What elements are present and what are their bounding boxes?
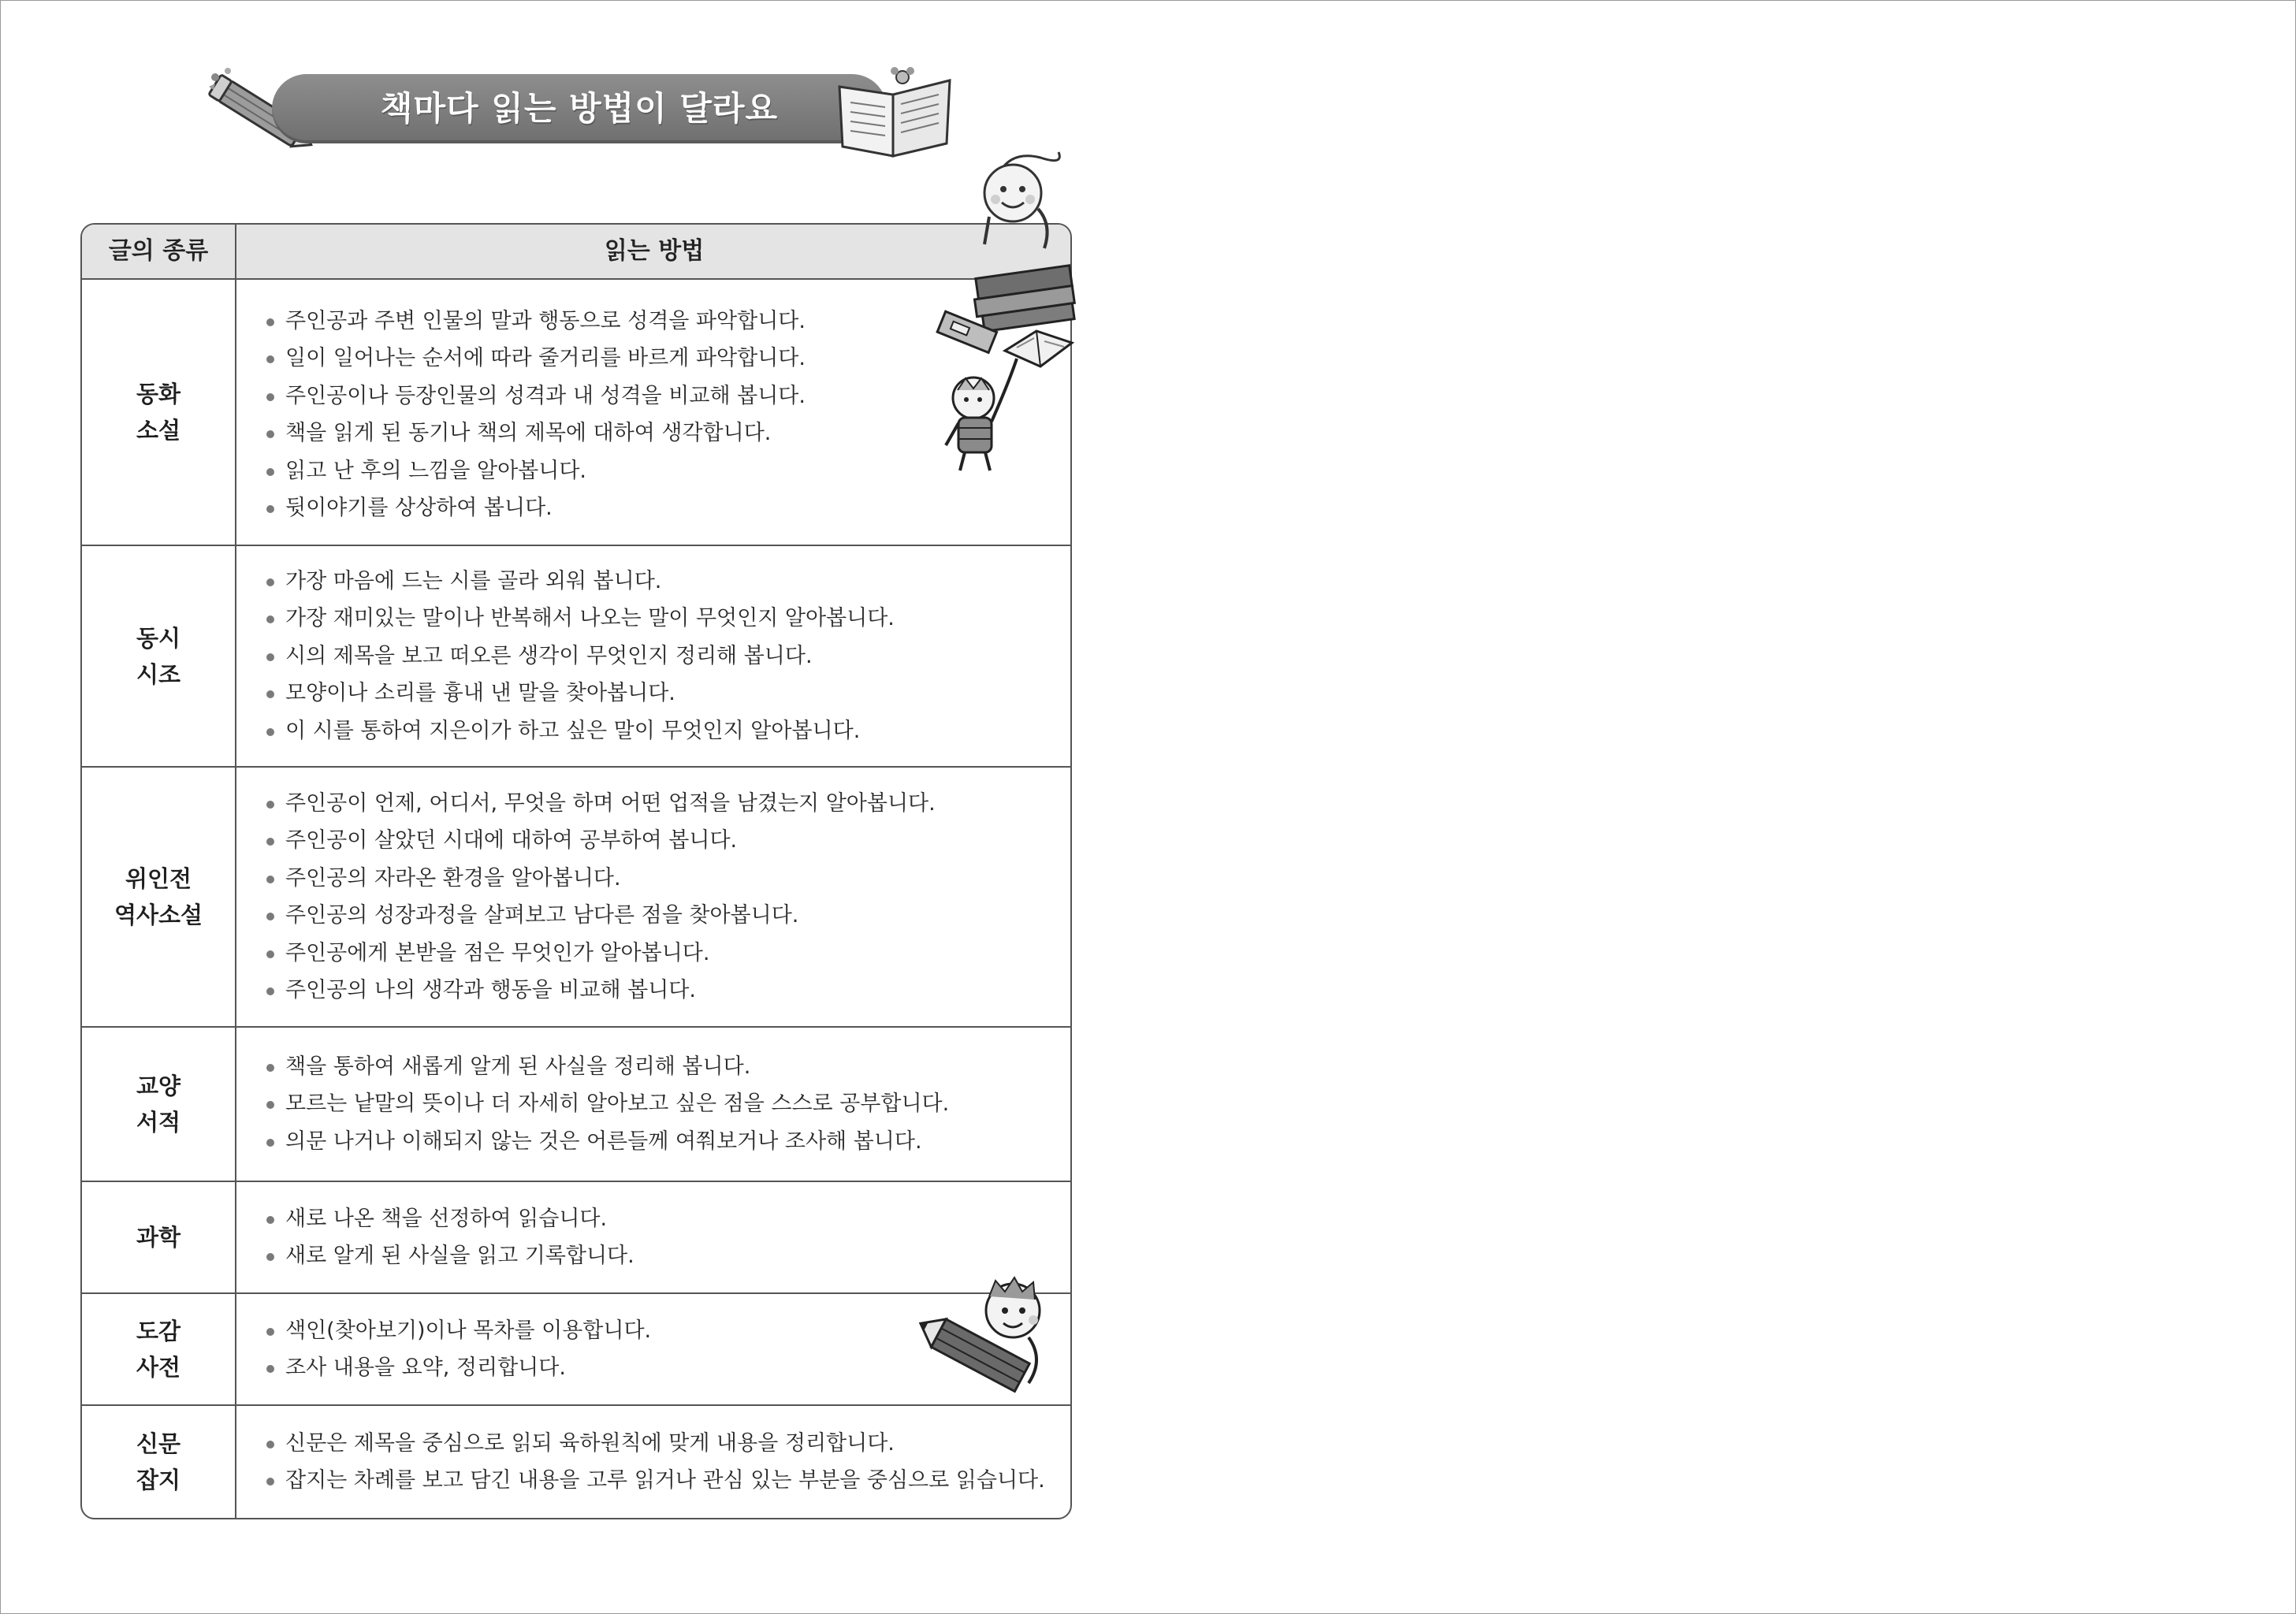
title-banner-group <box>201 63 958 162</box>
method-item: 주인공의 자라온 환경을 알아봅니다. <box>266 860 1070 898</box>
method-item: 주인공에게 본받을 점은 무엇인가 알아봅니다. <box>266 935 1070 972</box>
method-item: 새로 알게 된 사실을 읽고 기록합니다. <box>266 1237 1070 1275</box>
genre-name: 동화 소설 <box>136 381 181 444</box>
genre-name: 위인전 역사소설 <box>113 865 203 928</box>
method-item: 색인(찾아보기)이나 목차를 이용합니다. <box>266 1312 1070 1350</box>
method-item: 일이 일어나는 순서에 따라 줄거리를 바르게 파악합니다. <box>266 340 1070 377</box>
genre-cell <box>82 1406 236 1518</box>
method-item: 모양이나 소리를 흉내 낸 말을 찾아봅니다. <box>266 675 1070 712</box>
genre-name: 동시 시조 <box>136 624 181 688</box>
genre-cell <box>82 546 236 766</box>
method-item: 책을 읽게 된 동기나 책의 제목에 대하여 생각합니다. <box>266 415 1070 452</box>
table-row-biography <box>82 768 1070 1028</box>
method-item: 뒷이야기를 상상하여 봅니다. <box>266 489 1070 527</box>
method-item: 가장 재미있는 말이나 반복해서 나오는 말이 무엇인지 알아봅니다. <box>266 600 1070 638</box>
table-row-fairy-tale <box>82 280 1070 546</box>
page-title: 책마다 읽는 방법이 달라요 <box>380 89 779 128</box>
method-item: 주인공의 성장과정을 살펴보고 남다른 점을 찾아봅니다. <box>266 897 1070 935</box>
methods-cell <box>236 1406 1070 1518</box>
genre-cell <box>82 768 236 1026</box>
method-item: 가장 마음에 드는 시를 골라 외워 봅니다. <box>266 563 1070 601</box>
method-item: 신문은 제목을 중심으로 읽되 육하원칙에 맞게 내용을 정리합니다. <box>266 1425 1070 1463</box>
method-item: 주인공이 언제, 어디서, 무엇을 하며 어떤 업적을 남겼는지 알아봅니다. <box>266 785 1070 823</box>
table-row-poem <box>82 546 1070 768</box>
method-item: 조사 내용을 요약, 정리합니다. <box>266 1349 1070 1387</box>
method-item: 주인공이나 등장인물의 성격과 내 성격을 비교해 봅니다. <box>266 377 1070 415</box>
method-item: 이 시를 통하여 지은이가 하고 싶은 말이 무엇인지 알아봅니다. <box>266 712 1070 750</box>
header-genre: 글의 종류 <box>82 225 236 278</box>
open-book-icon <box>832 63 958 162</box>
genre-name: 도감 사전 <box>136 1318 181 1381</box>
method-item: 주인공이 살았던 시대에 대하여 공부하여 봅니다. <box>266 822 1070 860</box>
method-item: 책을 통하여 새롭게 알게 된 사실을 정리해 봅니다. <box>266 1048 1070 1086</box>
genre-cell <box>82 1294 236 1404</box>
genre-cell <box>82 1182 236 1292</box>
kid-with-pencil-illustration <box>910 1273 1068 1403</box>
table-row-newspaper <box>82 1406 1070 1518</box>
genre-cell <box>82 1028 236 1181</box>
child-illustration <box>966 146 1068 252</box>
method-item: 모르는 낱말의 뜻이나 더 자세히 알아보고 싶은 점을 스스로 공부합니다. <box>266 1085 1070 1123</box>
genre-name: 신문 잡지 <box>136 1430 181 1493</box>
genre-cell <box>82 280 236 545</box>
header-method: 읽는 방법 <box>604 237 705 265</box>
method-item: 주인공의 나의 생각과 행동을 비교해 봅니다. <box>266 972 1070 1010</box>
method-item: 잡지는 차례를 보고 담긴 내용을 고루 읽거나 관심 있는 부분을 중심으로 읽습니다. <box>266 1462 1070 1500</box>
table-header <box>82 225 1070 280</box>
genre-name: 과학 <box>136 1224 181 1251</box>
method-item: 새로 나온 책을 선정하여 읽습니다. <box>266 1200 1070 1238</box>
methods-cell <box>236 1028 1070 1181</box>
method-item: 주인공과 주변 인물의 말과 행동으로 성격을 파악합니다. <box>266 303 1070 340</box>
method-item: 시의 제목을 보고 떠오른 생각이 무엇인지 정리해 봅니다. <box>266 638 1070 675</box>
method-item: 의문 나거나 이해되지 않는 것은 어른들께 여쭤보거나 조사해 봅니다. <box>266 1123 1070 1161</box>
methods-cell <box>236 546 1070 766</box>
method-item: 읽고 난 후의 느낌을 알아봅니다. <box>266 452 1070 490</box>
table-row-liberal-arts <box>82 1028 1070 1182</box>
book-stack-icon <box>930 256 1088 477</box>
genre-name: 교양 서적 <box>136 1073 181 1136</box>
methods-cell <box>236 768 1070 1026</box>
